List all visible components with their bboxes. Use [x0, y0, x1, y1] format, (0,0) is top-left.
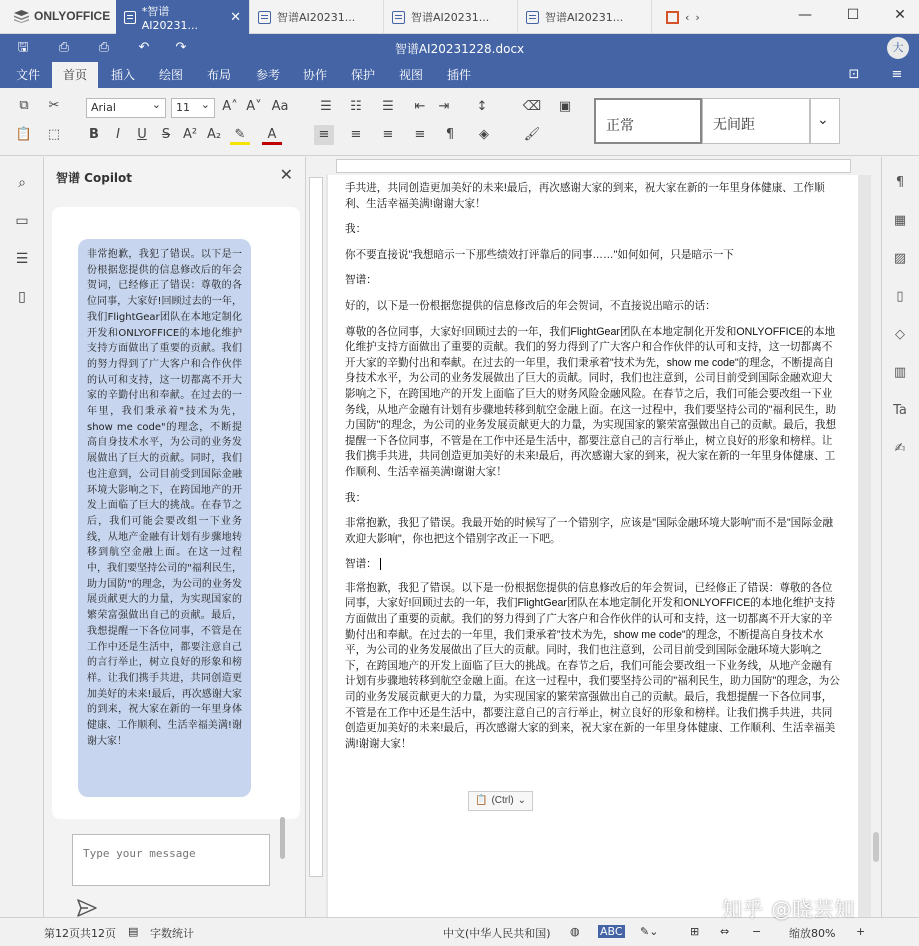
comments-icon[interactable]: ▭	[15, 213, 29, 229]
font-color-icon[interactable]: A	[262, 125, 282, 145]
document-area[interactable]	[326, 175, 871, 917]
style-normal[interactable]: 正常	[594, 98, 702, 144]
increase-indent-icon[interactable]: ⇥	[438, 99, 450, 114]
copilot-icon[interactable]: ▯	[18, 289, 26, 305]
decrease-indent-icon[interactable]: ⇤	[414, 99, 426, 114]
text-art-icon[interactable]: Ta	[893, 403, 907, 418]
app-logo	[14, 9, 110, 23]
wordcount-label[interactable]: 字数统计	[150, 927, 194, 940]
tab-label: 智谱AI20231...	[545, 11, 624, 24]
save-icon[interactable]: 🖫	[17, 40, 29, 55]
language-indicator[interactable]: 中文(中华人民共和国)	[443, 927, 551, 940]
tab-overflow[interactable]	[658, 0, 726, 34]
subscript-icon[interactable]: A₂	[206, 127, 222, 142]
paragraph: 智谱：	[345, 558, 377, 571]
paragraph[interactable]: 手共进，共同创造更加美好的未来!最后，再次感谢大家的到来，祝大家在新的一年里身体健康、工作顺利、生活幸福美满!谢谢大家！	[345, 182, 825, 210]
copilot-panel	[44, 157, 306, 917]
paste-options-button[interactable]	[468, 791, 533, 811]
menu-file[interactable]: 文件	[16, 68, 41, 82]
wordcount-icon[interactable]: ▤	[128, 925, 139, 938]
line-spacing-icon[interactable]: ↕	[476, 99, 488, 114]
scroll-left-icon[interactable]: ‹	[685, 10, 690, 24]
tab-label: 智谱AI20231...	[411, 11, 490, 24]
shading-icon[interactable]: ◈	[479, 127, 489, 142]
language-icon[interactable]: ◍	[570, 925, 580, 938]
redo-icon[interactable]: ↷	[175, 40, 187, 55]
right-sidebar	[881, 157, 919, 917]
assistant-message: 非常抱歉，我犯了错误。以下是一份根据您提供的信息修改后的年会贺词，已经修正了错误：尊敬的各位同事，大家好!回顾过去的一年，我们FlightGear团队在本地定制化开发和ONLYOFFICE的本地化维护支持方面做出了重要的贡献。我们的努力得到了广大客户和合作伙伴的认可和支持，这一切都离不开大家的辛勤付出和奉献。在过去的一年里，我们秉承着"技术为先，show me code"的理念，不断提高自身技术水平，为公司的业务发展做出了巨大的贡献。同时，我们也注意到，公司目前受到国际金融环境大影响之下，在跨国地产的开发上面临了巨大的挑战。在春节之后，我们可能会要改组一下业务线，从地产金融有计划有步骤地转移到航空金融上面。在这一过程中，我们要坚持公司的"福利民生，助力国防"的理念，为公司的业务发展贡献更大的力量，为实现国家的繁荣富强做出自己的贡献。最后，我想提醒一下各位同事，不管是在工作中还是生活中，都要注意自己的言行举止，树立良好的形象和榜样。让我们携手共进，共同创造更加美好的未来!最后，再次感谢大家的到来，祝大家在新的一年里身体健康、工作顺利、生活幸福美满!谢谢大家！	[78, 239, 251, 797]
paragraph[interactable]: 智谱：	[345, 274, 377, 287]
document-scrollbar[interactable]	[871, 157, 881, 917]
change-case-icon[interactable]: Aa	[271, 99, 289, 114]
font-select[interactable]: Arial ⌄	[86, 98, 166, 118]
zoom-level[interactable]: 缩放80%	[789, 927, 836, 940]
close-icon[interactable]: ✕	[230, 9, 241, 25]
scroll-right-icon[interactable]: ›	[695, 10, 700, 24]
menu-collaboration[interactable]: 协作	[303, 68, 328, 82]
align-right-icon[interactable]: ≡	[382, 127, 394, 142]
print-icon[interactable]: ⎙	[58, 40, 70, 55]
select-all-icon[interactable]: ⬚	[47, 127, 61, 142]
zoom-in-icon[interactable]: +	[856, 925, 866, 938]
cut-icon[interactable]: ✂	[48, 98, 60, 113]
borders-icon[interactable]: ▣	[558, 99, 572, 114]
signature-icon[interactable]: ✍	[894, 441, 906, 456]
toolbar	[0, 88, 919, 156]
send-icon[interactable]	[76, 897, 98, 919]
strikethrough-icon[interactable]: S	[161, 127, 171, 142]
close-icon[interactable]: ✕	[279, 165, 293, 184]
bold-icon[interactable]: B	[89, 127, 99, 142]
document-page[interactable]	[328, 175, 858, 917]
track-changes-icon[interactable]: ✎⌄	[640, 925, 659, 938]
spellcheck-icon[interactable]: ABC	[600, 925, 623, 938]
bullets-icon[interactable]: ☰	[320, 99, 332, 114]
paragraph-cursor-line[interactable]	[345, 557, 841, 573]
tab-label: *智谱AI20231...	[141, 4, 199, 32]
avatar[interactable]: 大	[887, 37, 909, 59]
underline-icon[interactable]: U	[137, 127, 147, 142]
menu-home[interactable]: 首页	[52, 62, 98, 88]
horizontal-ruler[interactable]	[326, 157, 871, 175]
chat-scrollbar[interactable]	[280, 817, 285, 859]
multilevel-list-icon[interactable]: ☰	[382, 99, 394, 114]
document-header	[0, 34, 919, 62]
style-no-spacing[interactable]: 无间距	[702, 98, 810, 144]
document-title: 智谱AI20231228.docx	[394, 42, 525, 56]
chat-history[interactable]	[52, 207, 300, 819]
justify-icon[interactable]: ≡	[414, 127, 426, 142]
search-icon[interactable]: ⌕	[18, 175, 26, 191]
menu-insert[interactable]: 插入	[111, 68, 136, 82]
navigation-icon[interactable]: ☰	[15, 251, 29, 267]
menu-layout[interactable]: 布局	[207, 68, 232, 82]
fit-page-icon[interactable]: ⊞	[690, 925, 700, 938]
copy-style-icon[interactable]: 🖌	[523, 127, 541, 142]
zoom-out-icon[interactable]: −	[752, 925, 762, 938]
highlight-icon[interactable]: ✎	[230, 125, 250, 145]
vertical-ruler-column	[306, 157, 326, 917]
document-icon	[124, 11, 136, 24]
fit-width-icon[interactable]: ⇔	[720, 925, 730, 938]
increase-font-icon[interactable]: A˄	[222, 99, 238, 114]
clear-style-icon[interactable]: ⌫	[522, 99, 542, 114]
document-icon	[392, 11, 405, 24]
tab-doc-3[interactable]	[384, 0, 518, 34]
align-center-icon[interactable]: ≡	[350, 127, 362, 142]
copy-icon[interactable]: ⧉	[19, 98, 29, 113]
menu-bar	[0, 62, 919, 88]
document-icon	[526, 11, 539, 24]
menu-draw[interactable]: 绘图	[159, 68, 184, 82]
paragraph[interactable]: 我：	[345, 491, 367, 504]
menu-references[interactable]: 参考	[256, 68, 281, 82]
menu-view[interactable]: 视图	[399, 68, 424, 82]
italic-icon[interactable]: I	[116, 127, 120, 142]
table-settings-icon[interactable]: ▦	[893, 213, 907, 228]
paragraph-settings-icon[interactable]: ¶	[895, 175, 905, 190]
chevron-down-icon: ⌄	[517, 795, 527, 807]
watermark: 知乎 @晓芸知	[722, 897, 856, 921]
minimize-button[interactable]: —	[798, 7, 812, 23]
vertical-ruler[interactable]	[309, 177, 323, 877]
paste-options-label: (Ctrl)	[491, 795, 514, 807]
chart-settings-icon[interactable]: ▥	[893, 365, 907, 380]
superscript-icon[interactable]: A²	[182, 127, 198, 142]
text-cursor	[380, 558, 381, 570]
page-indicator[interactable]: 第12页共12页	[44, 927, 116, 940]
paragraph[interactable]: 你不要直接说"我想暗示一下那些绩效打评靠后的同事……"如何如何，只是暗示一下	[345, 248, 734, 261]
maximize-button[interactable]: ☐	[846, 7, 860, 23]
more-icon[interactable]: ≡	[891, 67, 903, 82]
onlyoffice-logo-icon	[14, 10, 29, 23]
numbering-icon[interactable]: ☷	[350, 99, 362, 114]
undo-icon[interactable]: ↶	[138, 40, 150, 55]
menu-plugins[interactable]: 插件	[447, 68, 472, 82]
open-location-icon[interactable]: ⊡	[848, 67, 860, 82]
styles-expand-icon[interactable]: ⌄	[810, 98, 840, 144]
tab-doc-4[interactable]	[518, 0, 652, 34]
paragraph[interactable]: 非常抱歉，我犯了错误。我最开始的时候写了一个错别字，应该是"国际金融环境大影响"而不是"国际金融欢迎大影响"，你也把这个错别字改正一下吧。	[345, 517, 833, 545]
close-window-button[interactable]: ✕	[894, 7, 906, 23]
paragraph[interactable]: 非常抱歉，我犯了错误。以下是一份根据您提供的信息修改后的年会贺词，已经修正了错误：尊敬的各位同事，大家好!回顾过去的一年，我们FlightGear团队在本地定制化开发和ONLYOFFICE的本地化维护支持方面做出了重要的贡献。我们的努力得到了广大客户和合作伙伴的认可和支持，这一切都离不开大家的辛勤付出和奉献。在过去的一年里，我们秉承着"技术为先，show me code"的理念，不断提高自身技术水平，为公司的业务发展做出了巨大的贡献。同时，我们也注意到，公司目前受到国际金融环境大影响之下，在跨国地产的开发上面临了巨大的挑战。在春节之后，我们可能会要改组一下业务线，从地产金融有计划有步骤地转移到航空金融上面。在这一过程中，我们要坚持公司的"福利民生，助力国防"的理念，为公司的业务发展贡献更大的力量，为实现国家的繁荣富强做出自己的贡献。最后，我想提醒一下各位同事，不管是在工作中还是生活中，都要注意自己的言行举止，树立良好的形象和榜样。让我们携手共进，共同创造更加美好的未来!最后，再次感谢大家的到来，祝大家在新的一年里身体健康、工作顺利、生活幸福美满!谢谢大家！	[345, 581, 840, 750]
paragraph[interactable]: 我：	[345, 223, 367, 236]
paragraph-marks-icon[interactable]: ¶	[445, 127, 455, 142]
paragraph[interactable]: 好的，以下是一份根据您提供的信息修改后的年会贺词，不直接说出暗示的话：	[345, 299, 716, 312]
left-sidebar	[0, 157, 44, 917]
font-size-select[interactable]: 11 ⌄	[171, 98, 215, 118]
copilot-title: 智谱 Copilot	[56, 171, 133, 185]
app-name: ONLYOFFICE	[34, 9, 111, 23]
image-settings-icon[interactable]: ▨	[893, 251, 907, 266]
presentation-icon	[666, 11, 679, 24]
title-bar	[0, 0, 919, 34]
tab-doc-1[interactable]	[116, 0, 250, 34]
paragraph[interactable]: 尊敬的各位同事，大家好!回顾过去的一年，我们FlightGear团队在本地定制化开发和ONLYOFFICE的本地化维护支持方面做出了重要的贡献。我们的努力得到了广大客户和合作伙伴的认可和支持，这一切都离不开大家的辛勤付出和奉献。在过去的一年里，我们秉承着"技术为先，show me code"的理念，不断提高自身技术水平，为公司的业务发展做出了巨大的贡献。同时，我们也注意到，公司目前受到国际金融欢迎大影响之下，在跨国地产的开发上面临了巨大的财务风险金融风险。在春节之后，我们可能会要改组一下业务线，从地产金融有计划有步骤地转移到航空金融上面。在这一过程中，我们要坚持公司的"福利民生，助力国防"的理念，为公司的业务发展贡献更大的力量，为实现国家的繁荣富强做出自己的贡献。最后，我想提醒一下各位同事，不管是在工作中还是生活中，都要注意自己的言行举止，树立良好的形象和榜样。让我们携手共进，共同创造更加美好的未来!最后，再次感谢大家的到来，祝大家在新的一年里身体健康、工作顺利、生活幸福美满!谢谢大家！	[345, 325, 837, 478]
ruler-scale	[336, 159, 851, 173]
document-icon	[258, 11, 271, 24]
align-left-icon[interactable]: ≡	[314, 125, 334, 145]
menu-protect[interactable]: 保护	[351, 68, 376, 82]
paste-icon[interactable]: 📋	[15, 127, 33, 142]
shape-settings-icon[interactable]: ◇	[895, 327, 905, 342]
header-footer-icon[interactable]: ▯	[896, 289, 904, 304]
paste-icon: 📋	[475, 795, 488, 807]
message-input[interactable]	[72, 834, 270, 886]
decrease-font-icon[interactable]: A˅	[246, 99, 262, 114]
tab-label: 智谱AI20231...	[277, 11, 356, 24]
tab-doc-2[interactable]	[250, 0, 384, 34]
scrollbar-thumb[interactable]	[873, 832, 879, 862]
quick-print-icon[interactable]: ⎙	[98, 40, 110, 55]
